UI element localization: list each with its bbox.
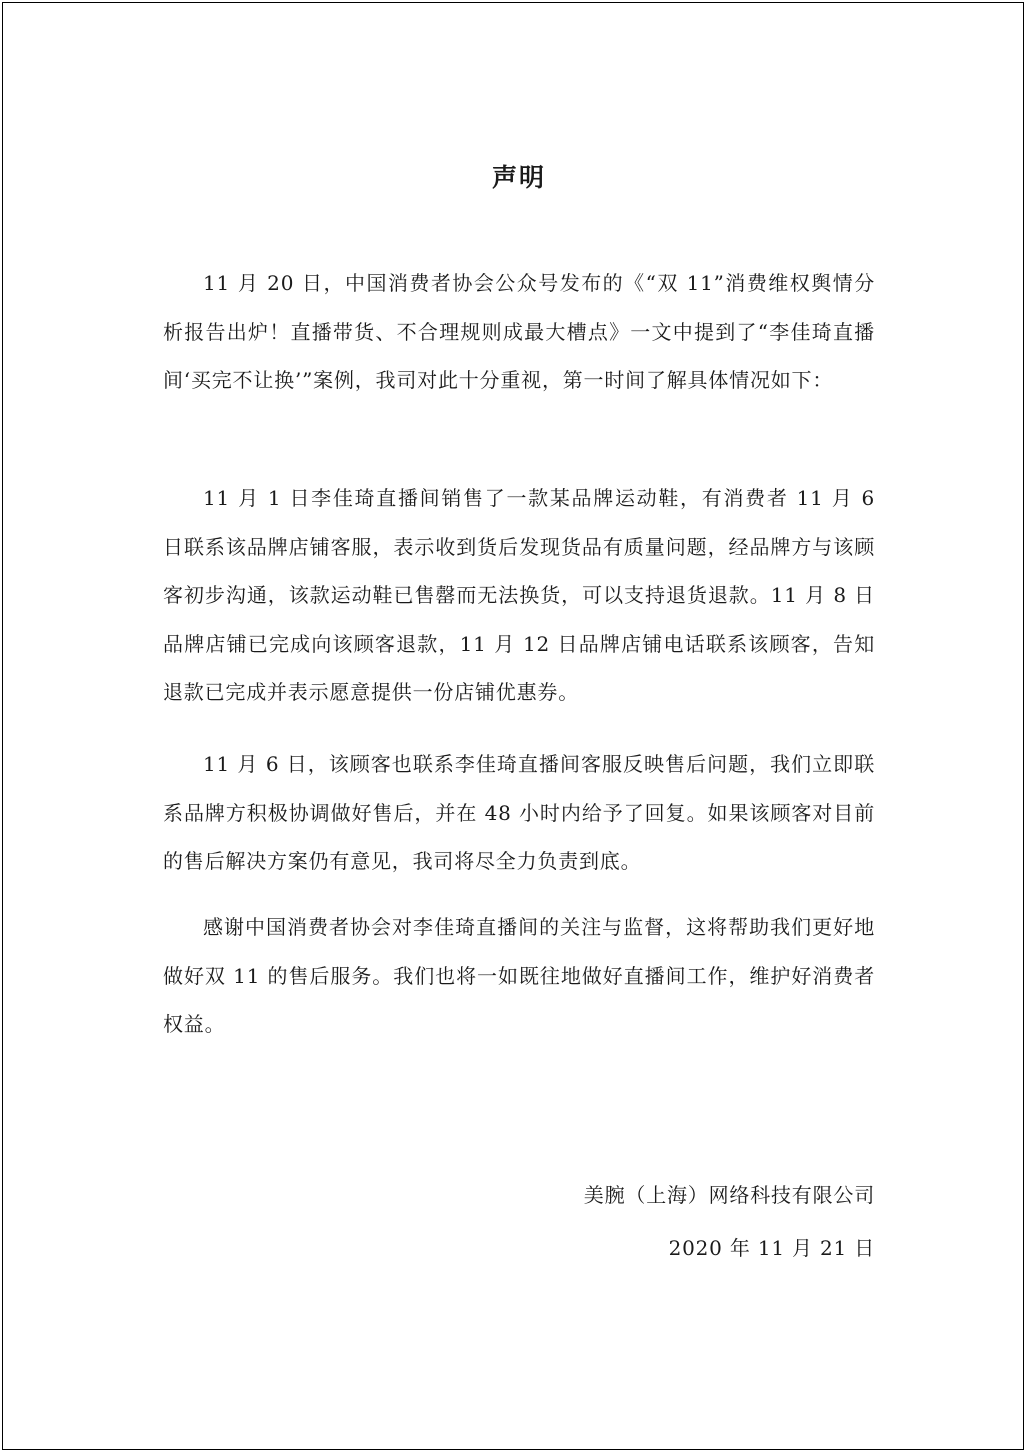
document-title: 声明 <box>491 163 546 192</box>
signature-company: 美腕（上海）网络科技有限公司 <box>583 1183 875 1207</box>
paragraph-case-details: 11 月 1 日李佳琦直播间销售了一款某品牌运动鞋，有消费者 11 月 6 日联系该品牌店铺客服，表示收到货后发现货品有质量问题，经品牌方与该顾客初步沟通，该款运动鞋已售罄而无法换货，可以支持退货退款。11 月 8 日品牌店铺已完成向该顾客退款，11 月 12 日品牌店铺电话联系该顾客，告知退款已完成并表示愿意提供一份店铺优惠券。 <box>163 486 875 704</box>
paragraph-intro: 11 月 20 日，中国消费者协会公众号发布的《“双 11”消费维权舆情分析报告出炉！直播带货、不合理规则成最大槽点》一文中提到了“李佳琦直播间‘买完不让换’”案例，我司对此十分重视，第一时间了解具体情况如下： <box>163 271 875 392</box>
paragraph-thanks: 感谢中国消费者协会对李佳琦直播间的关注与监督，这将帮助我们更好地做好双 11 的售后服务。我们也将一如既往地做好直播间工作，维护好消费者权益。 <box>163 915 875 1036</box>
paragraph-customer-service: 11 月 6 日，该顾客也联系李佳琦直播间客服反映售后问题，我们立即联系品牌方积极协调做好售后，并在 48 小时内给予了回复。如果该顾客对目前的售后解决方案仍有意见，我司将尽全力负责到底。 <box>163 752 875 873</box>
document-page <box>2 2 1024 1450</box>
signature-date: 2020 年 11 月 21 日 <box>668 1236 875 1260</box>
